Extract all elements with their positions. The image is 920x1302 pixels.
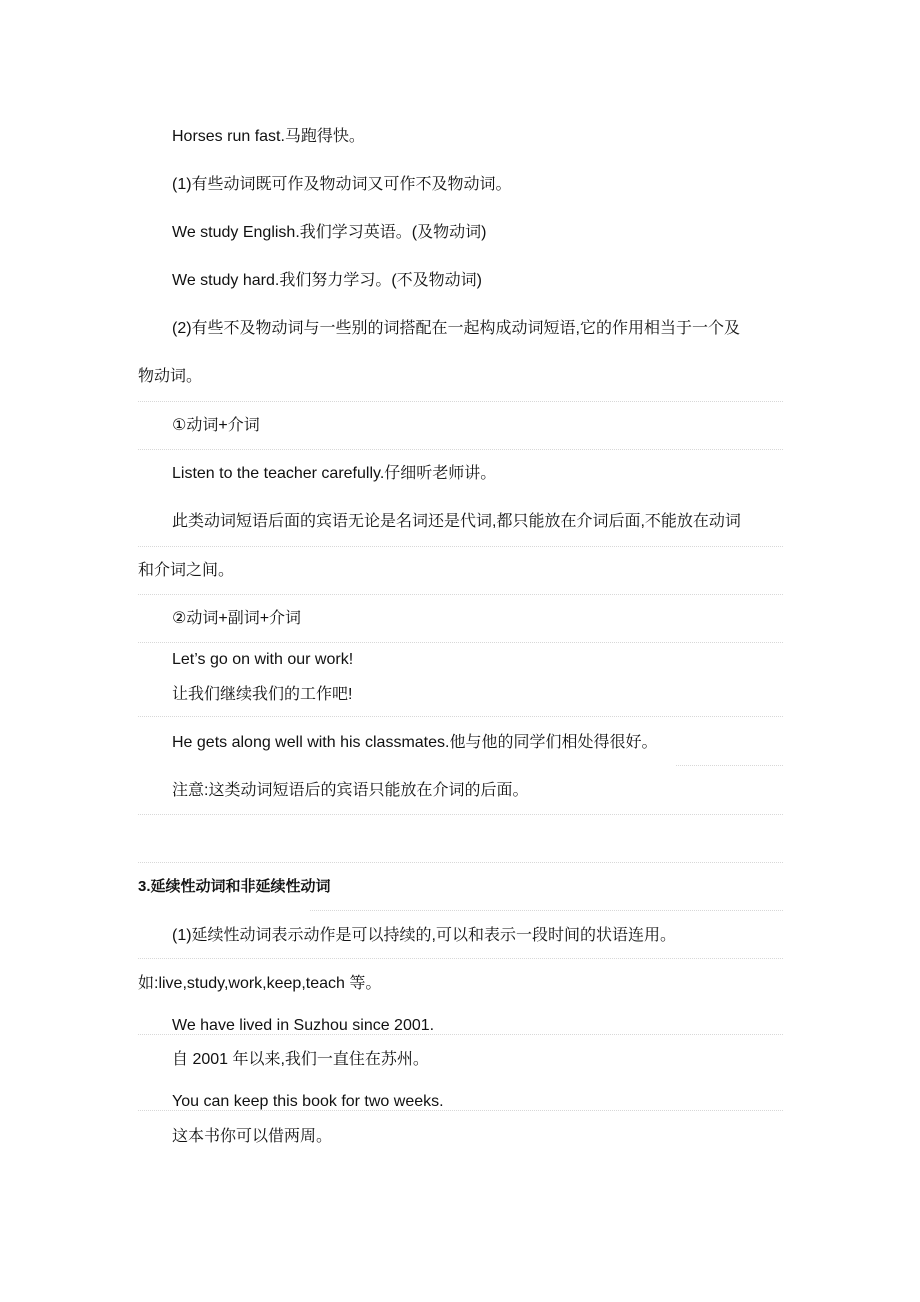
paragraph: Listen to the teacher carefully.仔细听老师讲。 (172, 465, 497, 482)
dotted-rule (138, 862, 783, 863)
paragraph: 注意:这类动词短语后的宾语只能放在介词的后面。 (172, 782, 529, 799)
paragraph: 自 2001 年以来,我们一直住在苏州。 (172, 1051, 429, 1068)
paragraph: 和介词之间。 (138, 562, 235, 579)
dotted-rule (310, 910, 783, 911)
paragraph: ②动词+副词+介词 (172, 610, 302, 627)
dotted-rule (676, 765, 783, 766)
dotted-rule (138, 546, 783, 547)
paragraph: 物动词。 (138, 368, 203, 385)
paragraph: We study hard.我们努力学习。(不及物动词) (172, 272, 482, 289)
dotted-rule (138, 814, 783, 815)
paragraph: He gets along well with his classmates.他与他的同学们相处得很好。 (172, 734, 658, 751)
paragraph: Horses run fast.马跑得快。 (172, 128, 365, 145)
dotted-rule (138, 449, 783, 450)
paragraph: (2)有些不及物动词与一些别的词搭配在一起构成动词短语,它的作用相当于一个及 (172, 320, 741, 337)
dotted-rule (138, 958, 783, 959)
paragraph: 如:live,study,work,keep,teach 等。 (138, 975, 382, 992)
paragraph: You can keep this book for two weeks. (172, 1093, 444, 1110)
paragraph: (1)延续性动词表示动作是可以持续的,可以和表示一段时间的状语连用。 (172, 927, 677, 944)
dotted-rule (138, 642, 783, 643)
paragraph: We have lived in Suzhou since 2001. (172, 1017, 435, 1034)
paragraph: ①动词+介词 (172, 417, 260, 434)
dotted-rule (138, 401, 783, 402)
paragraph: 此类动词短语后面的宾语无论是名词还是代词,都只能放在介词后面,不能放在动词 (172, 513, 741, 530)
dotted-rule (138, 716, 783, 717)
section-heading: 3.延续性动词和非延续性动词 (138, 878, 331, 895)
paragraph: We study English.我们学习英语。(及物动词) (172, 224, 487, 241)
paragraph: Let’s go on with our work! (172, 651, 354, 668)
paragraph: 这本书你可以借两周。 (172, 1128, 333, 1145)
paragraph: 让我们继续我们的工作吧! (172, 686, 353, 703)
dotted-rule (138, 594, 783, 595)
paragraph: (1)有些动词既可作及物动词又可作不及物动词。 (172, 176, 512, 193)
